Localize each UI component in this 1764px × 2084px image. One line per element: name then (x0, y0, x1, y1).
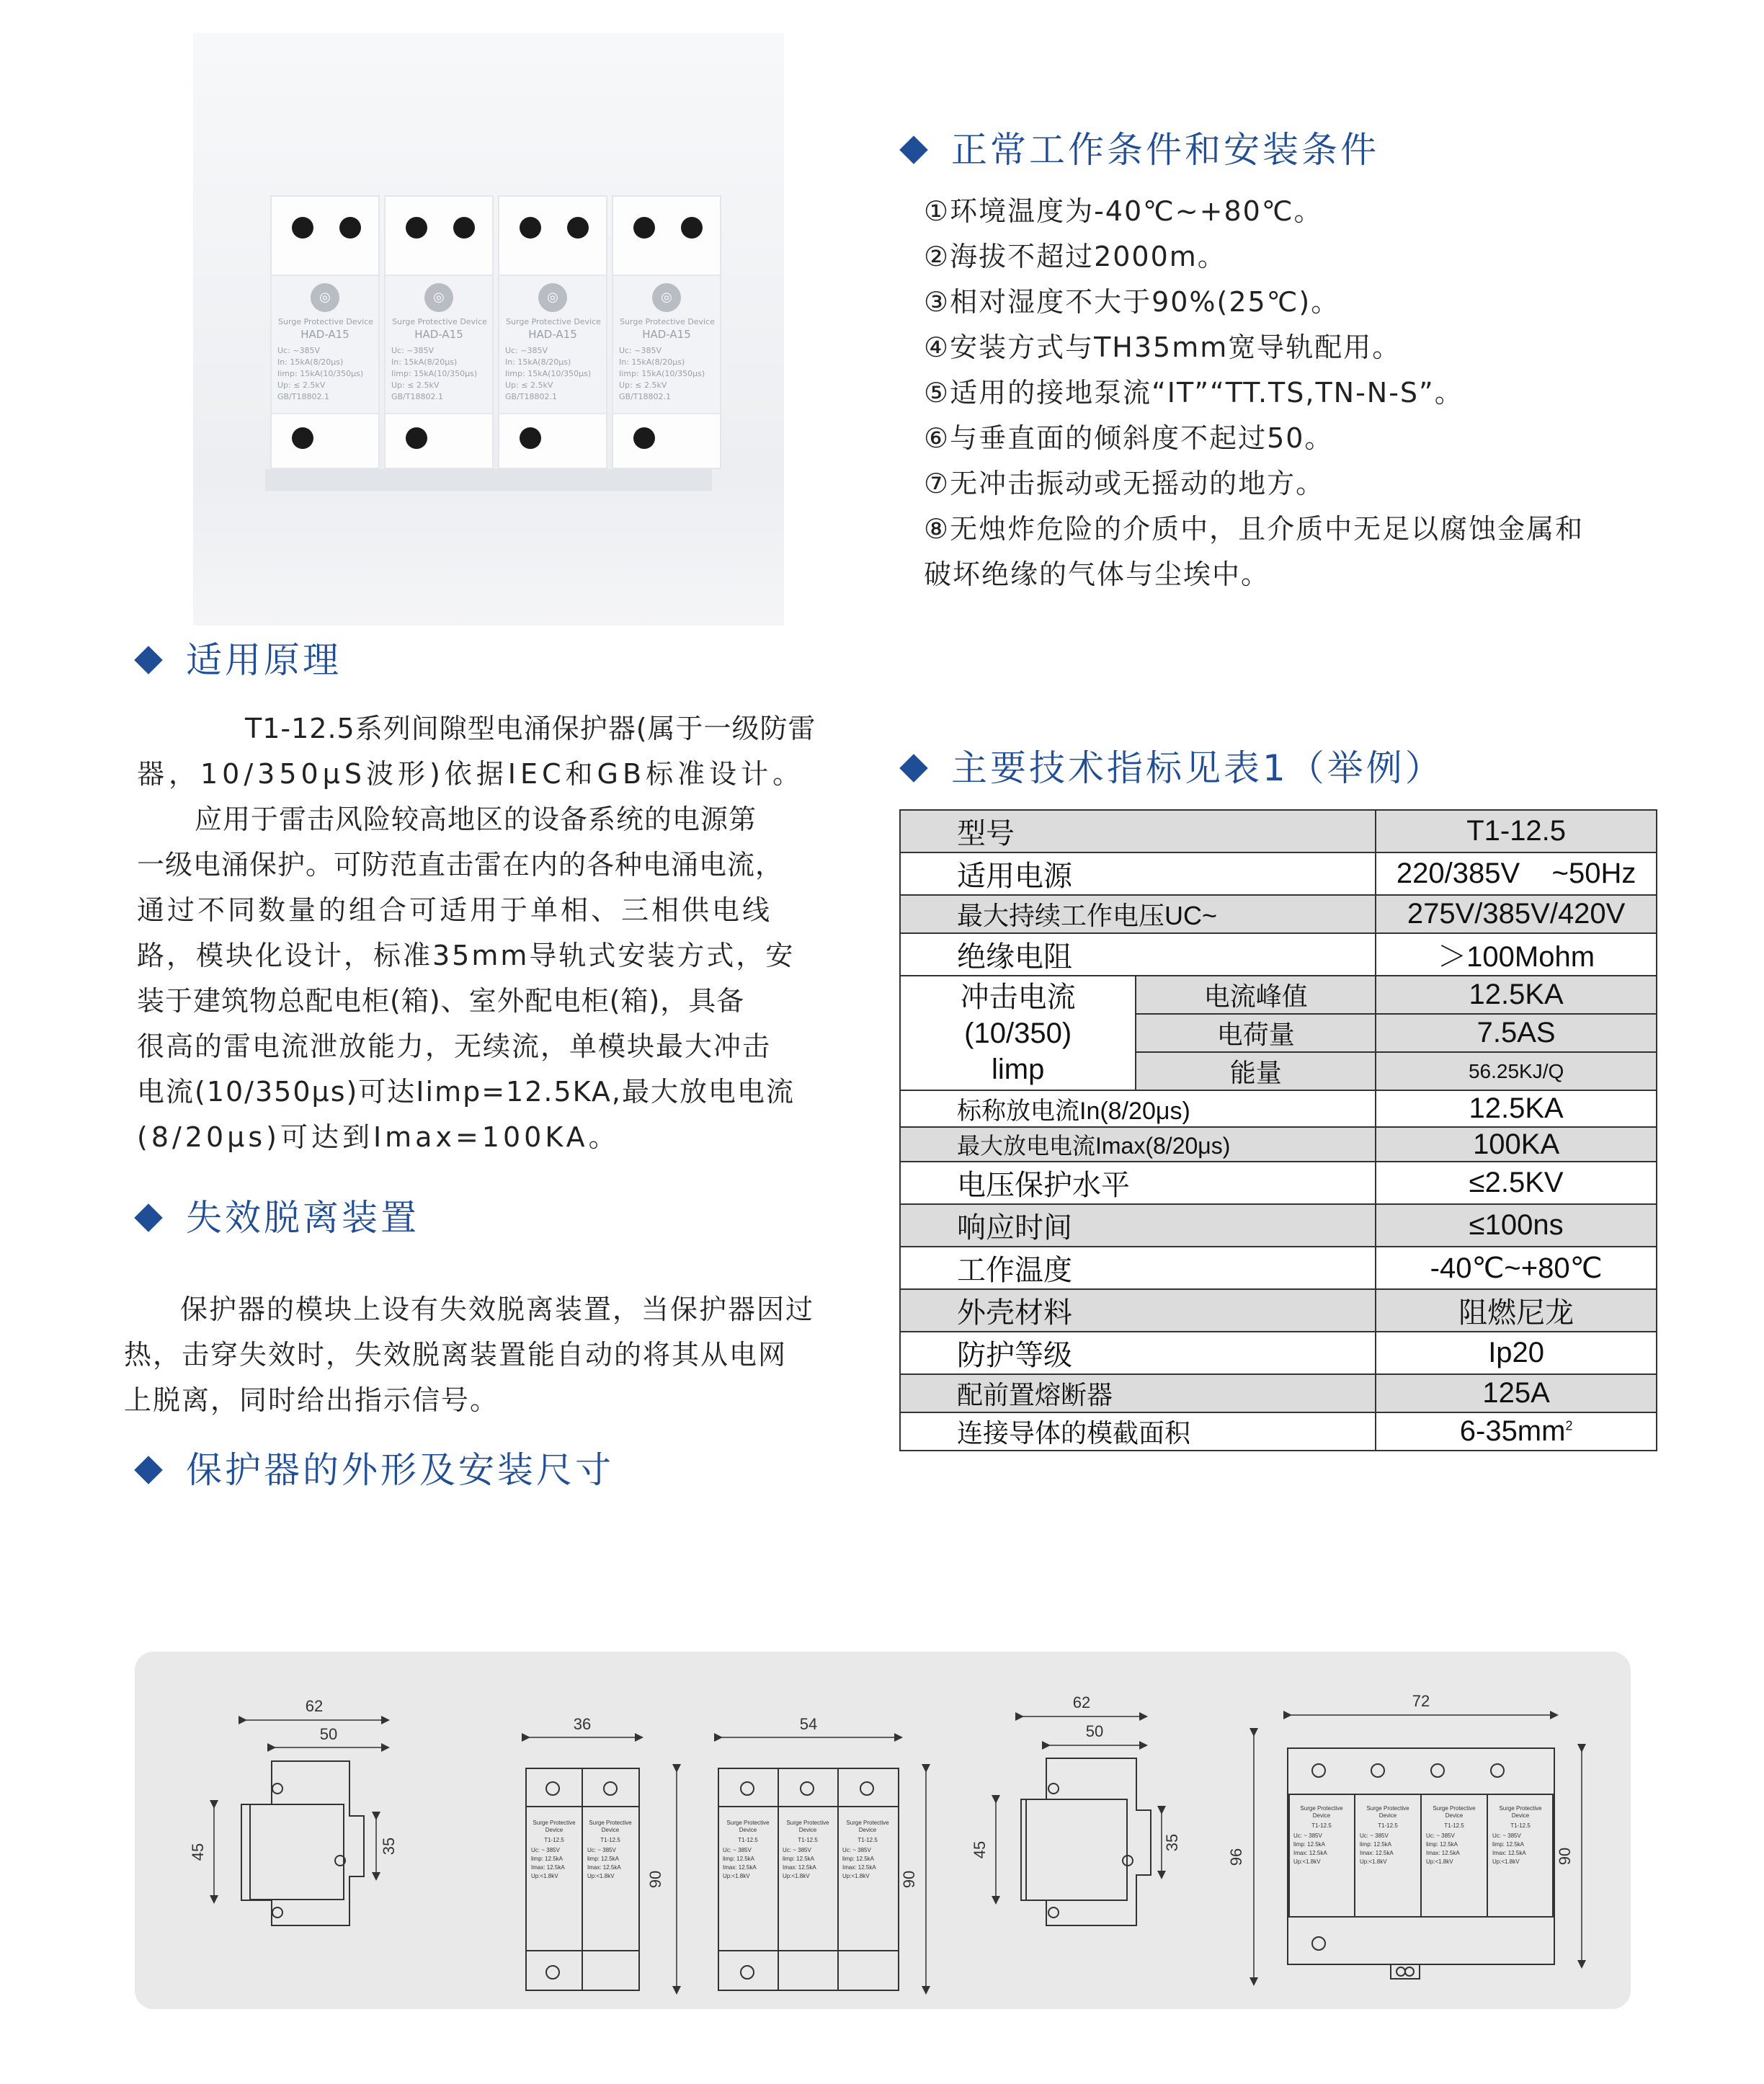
svg-text:50: 50 (1085, 1722, 1104, 1740)
svg-text:Device: Device (545, 1827, 564, 1833)
svg-text:Up:<1.8kV: Up:<1.8kV (1492, 1858, 1520, 1865)
failure-heading: 失效脱离装置 (134, 1189, 419, 1241)
svg-text:T1-12.5: T1-12.5 (1444, 1822, 1464, 1829)
table-row: 最大持续工作电压UC~ 275V/385V/420V (900, 895, 1657, 933)
list-item: ④安装方式与TH35mm宽导轨配用。 (924, 331, 1402, 363)
conditions-heading: 正常工作条件和安装条件 (899, 121, 1379, 173)
spd-module: ◎ Surge Protective Device HAD-A15 Uc: ~385V In: 15kA(8/20μs) Iimp: 15kA(10/350μs) Up: ≤ 2.5kV GB/T18802.1 (384, 195, 494, 469)
svg-text:T1-12.5: T1-12.5 (738, 1837, 758, 1843)
svg-text:Uc: ~ 385V: Uc: ~ 385V (1426, 1833, 1455, 1839)
list-item: ⑦无冲击振动或无摇动的地方。 (924, 468, 1325, 499)
svg-text:limp: 12.5kA: limp: 12.5kA (723, 1856, 755, 1862)
table-row: 冲击电流 (10/350) limp 电流峰值 12.5KA (900, 976, 1657, 1014)
svg-text:Uc: ~ 385V: Uc: ~ 385V (842, 1847, 871, 1853)
svg-text:Device: Device (798, 1827, 817, 1833)
list-item: ②海拔不超过2000m。 (924, 241, 1226, 272)
svg-text:Imax: 12.5kA: Imax: 12.5kA (1492, 1850, 1526, 1856)
table-row: 型号 T1-12.5 (900, 810, 1657, 852)
drawings-panel (135, 1652, 1631, 2009)
module-label-group (723, 1820, 889, 1879)
svg-text:Surge Protective: Surge Protective (1366, 1805, 1409, 1812)
svg-text:limp: 12.5kA: limp: 12.5kA (531, 1856, 564, 1862)
table-row: 绝缘电阻 ＞100Mohm (900, 933, 1657, 976)
svg-text:Up:<1.8kV: Up:<1.8kV (1293, 1858, 1321, 1865)
table-row: 响应时间 ≤100ns (900, 1204, 1657, 1247)
diamond-bullet-icon (899, 135, 928, 164)
svg-text:Surge Protective: Surge Protective (1300, 1805, 1343, 1812)
table-row: 能量 56.25KJ/Q (900, 1052, 1657, 1090)
diamond-bullet-icon (134, 1203, 163, 1232)
failure-text: 保护器的模块上设有失效脱离装置，当保护器因过 热，击穿失效时，失效脱离装置能自动的将其从电网 上脱离，同时给出指示信号。 (124, 1293, 815, 1416)
svg-text:Up:<1.8kV: Up:<1.8kV (587, 1873, 615, 1879)
table-row: 防护等级 Ip20 (900, 1332, 1657, 1374)
svg-text:Surge Protective: Surge Protective (786, 1820, 829, 1826)
svg-text:Up:<1.8kV: Up:<1.8kV (531, 1873, 558, 1879)
technical-drawings (135, 1652, 1631, 2009)
table-row: 最大放电电流Imax(8/20μs) 100KA (900, 1127, 1657, 1162)
svg-text:Uc: ~ 385V: Uc: ~ 385V (1492, 1833, 1521, 1839)
list-item: ⑥与垂直面的倾斜度不起过50。 (924, 422, 1334, 454)
svg-text:36: 36 (573, 1715, 592, 1733)
din-rail (265, 469, 712, 491)
side-view-drawing (996, 1716, 1162, 1925)
side-view-drawing (214, 1720, 386, 1925)
svg-text:Device: Device (601, 1827, 620, 1833)
conditions-list (924, 189, 1584, 597)
spd-module: ◎ Surge Protective Device HAD-A15 Uc: ~385V In: 15kA(8/20μs) Iimp: 15kA(10/350μs) Up: ≤ 2.5kV GB/T18802.1 (270, 195, 380, 469)
diamond-bullet-icon (899, 754, 928, 783)
svg-text:T1-12.5: T1-12.5 (798, 1837, 818, 1843)
svg-text:limp: 12.5kA: limp: 12.5kA (587, 1856, 620, 1862)
table-row: 适用电源 220/385V ~50Hz (900, 852, 1657, 895)
svg-text:Imax: 12.5kA: Imax: 12.5kA (1360, 1850, 1394, 1856)
svg-text:50: 50 (319, 1725, 338, 1743)
svg-text:Uc: ~ 385V: Uc: ~ 385V (723, 1847, 752, 1853)
svg-text:Surge Protective: Surge Protective (533, 1820, 576, 1826)
spd-module: ◎ Surge Protective Device HAD-A15 Uc: ~385V In: 15kA(8/20μs) Iimp: 15kA(10/350μs) Up: ≤ 2.5kV GB/T18802.1 (612, 195, 721, 469)
svg-text:Imax: 12.5kA: Imax: 12.5kA (531, 1864, 565, 1871)
table-row: 工作温度 -40℃~+80℃ (900, 1247, 1657, 1289)
svg-text:T1-12.5: T1-12.5 (1510, 1822, 1531, 1829)
svg-text:Device: Device (1511, 1812, 1530, 1819)
svg-text:Uc: ~ 385V: Uc: ~ 385V (587, 1847, 616, 1853)
dimensions-heading: 保护器的外形及安装尺寸 (134, 1441, 614, 1493)
svg-text:62: 62 (305, 1697, 324, 1715)
impulse-label: 冲击电流 (10/350) limp (900, 976, 1136, 1090)
svg-text:96: 96 (1227, 1848, 1245, 1866)
svg-text:90: 90 (646, 1870, 664, 1889)
svg-text:Device: Device (858, 1827, 877, 1833)
svg-text:Up:<1.8kV: Up:<1.8kV (783, 1873, 810, 1879)
svg-text:Imax: 12.5kA: Imax: 12.5kA (842, 1864, 876, 1871)
list-item: 破坏绝缘的气体与尘埃中。 (924, 558, 1270, 590)
svg-text:T1-12.5: T1-12.5 (600, 1837, 620, 1843)
svg-text:35: 35 (380, 1837, 398, 1856)
module-label-group (1293, 1805, 1542, 1865)
svg-text:Up:<1.8kV: Up:<1.8kV (1360, 1858, 1387, 1865)
spd-module: ◎ Surge Protective Device HAD-A15 Uc: ~385V In: 15kA(8/20μs) Iimp: 15kA(10/350μs) Up: ≤ 2.5kV GB/T18802.1 (498, 195, 607, 469)
list-item: ⑤适用的接地泵流“IT”“TT.TS,TN-N-S”。 (924, 377, 1464, 409)
svg-text:T1-12.5: T1-12.5 (1311, 1822, 1332, 1829)
table-row: 电压保护水平 ≤2.5KV (900, 1162, 1657, 1204)
svg-text:Imax: 12.5kA: Imax: 12.5kA (783, 1864, 816, 1871)
table-row: 外壳材料 阻燃尼龙 (900, 1289, 1657, 1332)
svg-text:Up:<1.8kV: Up:<1.8kV (842, 1873, 870, 1879)
svg-text:72: 72 (1412, 1692, 1430, 1710)
principle-heading: 适用原理 (134, 631, 342, 683)
svg-text:T1-12.5: T1-12.5 (1378, 1822, 1398, 1829)
list-item: ①环境温度为-40℃~+80℃。 (924, 195, 1323, 227)
svg-text:Surge Protective: Surge Protective (1499, 1805, 1542, 1812)
spec-heading: 主要技术指标见表1（举例） (899, 739, 1444, 791)
svg-text:35: 35 (1163, 1833, 1181, 1852)
table-row: 连接导体的模截面积 $6-35mm^2$ (900, 1412, 1657, 1451)
svg-text:Uc: ~ 385V: Uc: ~ 385V (783, 1847, 811, 1853)
svg-text:Surge Protective: Surge Protective (589, 1820, 632, 1826)
svg-text:Imax: 12.5kA: Imax: 12.5kA (1426, 1850, 1460, 1856)
table-row: 电荷量 7.5AS (900, 1014, 1657, 1052)
svg-text:Device: Device (739, 1827, 757, 1833)
brand-logo-icon: ◎ (652, 283, 681, 312)
diamond-bullet-icon (134, 1456, 163, 1484)
svg-text:limp: 12.5kA: limp: 12.5kA (1492, 1841, 1525, 1848)
svg-text:Imax: 12.5kA: Imax: 12.5kA (723, 1864, 757, 1871)
svg-text:Up:<1.8kV: Up:<1.8kV (1426, 1858, 1453, 1865)
svg-text:Surge Protective: Surge Protective (846, 1820, 889, 1826)
spec-table (899, 809, 1657, 1451)
svg-text:T1-12.5: T1-12.5 (858, 1837, 878, 1843)
cross-section-value: $6-35mm^2$ (1376, 1412, 1657, 1451)
svg-text:Surge Protective: Surge Protective (1433, 1805, 1476, 1812)
svg-text:62: 62 (1072, 1693, 1091, 1711)
svg-text:limp: 12.5kA: limp: 12.5kA (1426, 1841, 1458, 1848)
svg-text:T1-12.5: T1-12.5 (544, 1837, 564, 1843)
svg-text:Device: Device (1445, 1812, 1464, 1819)
svg-text:Uc: ~ 385V: Uc: ~ 385V (1293, 1833, 1322, 1839)
list-item: ③相对湿度不大于90%(25℃)。 (924, 286, 1340, 318)
svg-text:45: 45 (189, 1843, 207, 1861)
svg-text:limp: 12.5kA: limp: 12.5kA (1293, 1841, 1326, 1848)
svg-text:limp: 12.5kA: limp: 12.5kA (783, 1856, 815, 1862)
principle-text: T1-12.5系列间隙型电涌保护器(属于一级防雷 器，10/350μS波形)依据IEC和GB标准设计。 应用于雷击风险较高地区的设备系统的电源第 一级电涌保护。可防范直击雷在内的各种电涌电流， 通过不同数量的组合可适用于单相、三相供电线 路，模块化设计，标准35mm导轨式安装方式，安 装于建筑物总配电柜(箱)、室外配电柜(箱)，具备 很高的雷电流泄放能力，无续流，单模块最大冲击 电流(10/350μs)可达Iimp=12.5KA,最大放电电流 (8/20μs)可达到Imax=100KA。 (137, 713, 816, 1153)
svg-text:Uc: ~ 385V: Uc: ~ 385V (1360, 1833, 1389, 1839)
diamond-bullet-icon (134, 646, 163, 674)
svg-text:90: 90 (1556, 1847, 1574, 1866)
brand-logo-icon: ◎ (311, 283, 339, 312)
table-row: 配前置熔断器 125A (900, 1374, 1657, 1412)
svg-text:54: 54 (799, 1715, 818, 1733)
product-photo (193, 33, 784, 625)
svg-text:Imax: 12.5kA: Imax: 12.5kA (587, 1864, 621, 1871)
svg-text:Up:<1.8kV: Up:<1.8kV (723, 1873, 750, 1879)
front-view-drawing (1254, 1715, 1582, 1982)
svg-text:90: 90 (900, 1870, 918, 1889)
svg-text:Device: Device (1312, 1812, 1331, 1819)
brand-logo-icon: ◎ (424, 283, 453, 312)
svg-text:45: 45 (971, 1840, 989, 1859)
list-item: ⑧无烛炸危险的介质中，且介质中无足以腐蚀金属和 (924, 513, 1585, 545)
svg-text:Device: Device (1378, 1812, 1397, 1819)
brand-logo-icon: ◎ (538, 283, 567, 312)
table-row: 标称放电流In(8/20μs) 12.5KA (900, 1090, 1657, 1127)
svg-text:Imax: 12.5kA: Imax: 12.5kA (1293, 1850, 1327, 1856)
svg-text:limp: 12.5kA: limp: 12.5kA (842, 1856, 875, 1862)
svg-text:limp: 12.5kA: limp: 12.5kA (1360, 1841, 1392, 1848)
svg-text:Uc: ~ 385V: Uc: ~ 385V (531, 1847, 560, 1853)
svg-text:Surge Protective: Surge Protective (726, 1820, 770, 1826)
